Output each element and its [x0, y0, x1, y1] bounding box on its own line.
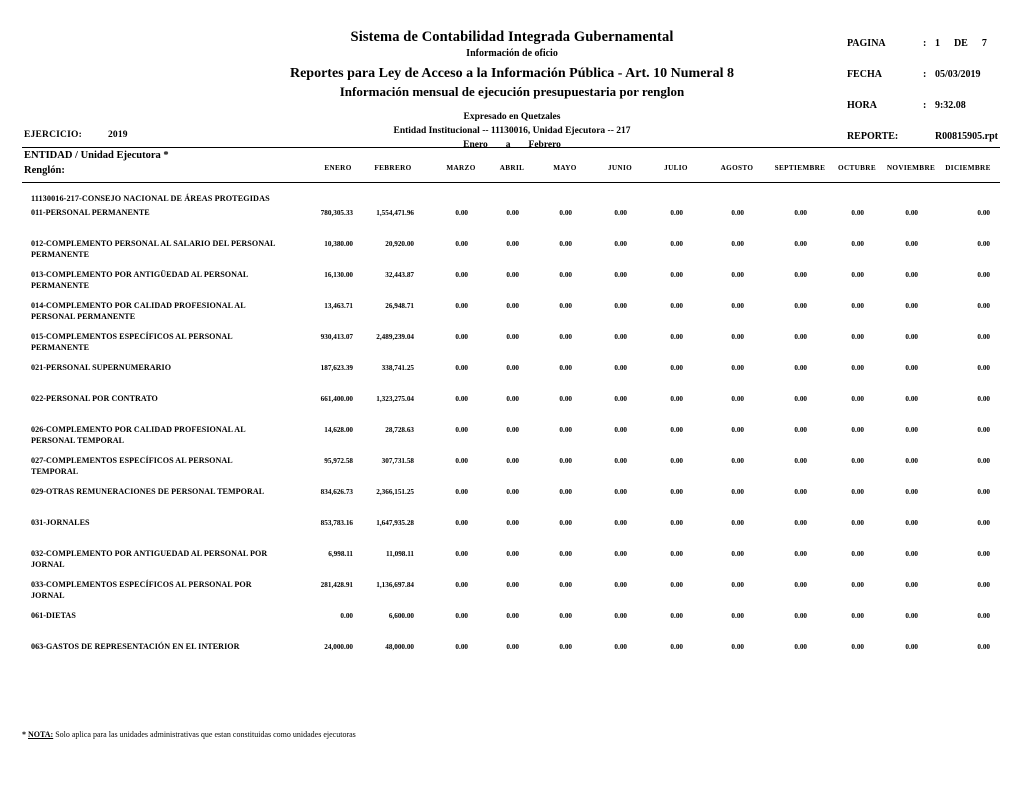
cell-agosto: 0.00 — [731, 550, 744, 558]
cell-julio: 0.00 — [670, 364, 683, 372]
cell-mayo: 0.00 — [559, 643, 572, 651]
cell-enero: 834,626.73 — [320, 488, 353, 496]
row-description: 033-COMPLEMENTOS ESPECÍFICOS AL PERSONAL POR JORNAL — [31, 580, 252, 600]
entity-unit-note: Entidad Institucional -- 11130016, Unidad Ejecutora -- 217 — [393, 126, 631, 137]
table-row — [0, 642, 1024, 673]
cell-junio: 0.00 — [614, 426, 627, 434]
cell-marzo: 0.00 — [455, 395, 468, 403]
cell-mayo: 0.00 — [559, 612, 572, 620]
cell-febrero: 2,366,151.25 — [376, 488, 414, 496]
cell-febrero: 11,098.11 — [386, 550, 414, 558]
cell-abril: 0.00 — [506, 240, 519, 248]
cell-julio: 0.00 — [670, 550, 683, 558]
cell-septiembre: 0.00 — [794, 643, 807, 651]
cell-septiembre: 0.00 — [794, 519, 807, 527]
cell-marzo: 0.00 — [455, 519, 468, 527]
row-description: 031-JORNALES — [31, 518, 90, 527]
cell-noviembre: 0.00 — [905, 426, 918, 434]
entity-column-label: ENTIDAD / Unidad Ejecutora * — [24, 150, 169, 161]
report-title-line2: Información mensual de ejecución presupuestaria por renglon — [339, 84, 685, 100]
cell-junio: 0.00 — [614, 271, 627, 279]
cell-noviembre: 0.00 — [905, 271, 918, 279]
cell-octubre: 0.00 — [851, 612, 864, 620]
cell-julio: 0.00 — [670, 643, 683, 651]
reporte-value: R00815905.rpt — [934, 131, 998, 142]
cell-junio: 0.00 — [614, 643, 627, 651]
row-description: 014-COMPLEMENTO POR CALIDAD PROFESIONAL AL PERSONAL PERMANENTE — [31, 301, 246, 321]
cell-abril: 0.00 — [506, 581, 519, 589]
cell-noviembre: 0.00 — [905, 240, 918, 248]
cell-abril: 0.00 — [506, 302, 519, 310]
cell-julio: 0.00 — [670, 519, 683, 527]
cell-diciembre: 0.00 — [977, 519, 990, 527]
month-header-mayo: MAYO — [553, 164, 577, 172]
header-subtitle-oficio: Información de oficio — [466, 48, 558, 60]
cell-septiembre: 0.00 — [794, 209, 807, 217]
cell-mayo: 0.00 — [559, 302, 572, 310]
period-from: Enero — [463, 140, 488, 151]
cell-diciembre: 0.00 — [977, 581, 990, 589]
meta-row-hora — [847, 98, 998, 129]
cell-diciembre: 0.00 — [977, 643, 990, 651]
cell-febrero: 1,647,935.28 — [376, 519, 414, 527]
cell-febrero: 26,948.71 — [385, 302, 414, 310]
table-row — [0, 611, 1024, 642]
cell-junio: 0.00 — [614, 581, 627, 589]
period-separator: a — [505, 140, 511, 151]
pagina-value: 1 — [934, 38, 940, 49]
pagina-colon: : — [922, 38, 927, 49]
cell-mayo: 0.00 — [559, 581, 572, 589]
cell-julio: 0.00 — [670, 488, 683, 496]
row-description: 013-COMPLEMENTO POR ANTIGÜEDAD AL PERSONAL PERMANENTE — [31, 270, 248, 290]
currency-note: Expresado en Quetzales — [463, 111, 561, 122]
cell-diciembre: 0.00 — [977, 302, 990, 310]
cell-febrero: 1,136,697.84 — [376, 581, 414, 589]
fecha-label: FECHA — [846, 69, 882, 80]
row-description: 032-COMPLEMENTO POR ANTIGUEDAD AL PERSONAL POR JORNAL — [31, 549, 268, 569]
cell-abril: 0.00 — [506, 364, 519, 372]
table-row — [0, 270, 1024, 301]
cell-noviembre: 0.00 — [905, 457, 918, 465]
report-meta — [847, 36, 998, 160]
cell-agosto: 0.00 — [731, 519, 744, 527]
cell-octubre: 0.00 — [851, 395, 864, 403]
cell-febrero: 48,000.00 — [385, 643, 414, 651]
cell-noviembre: 0.00 — [905, 550, 918, 558]
month-header-julio: JULIO — [664, 164, 688, 172]
cell-mayo: 0.00 — [559, 395, 572, 403]
cell-septiembre: 0.00 — [794, 488, 807, 496]
table-row — [0, 549, 1024, 580]
group-title: 11130016-217-CONSEJO NACIONAL DE ÁREAS PROTEGIDAS — [31, 194, 270, 203]
cell-junio: 0.00 — [614, 240, 627, 248]
cell-febrero: 28,728.63 — [385, 426, 414, 434]
cell-abril: 0.00 — [506, 519, 519, 527]
cell-abril: 0.00 — [506, 643, 519, 651]
cell-mayo: 0.00 — [559, 364, 572, 372]
cell-febrero: 307,731.58 — [381, 457, 414, 465]
cell-enero: 780,305.33 — [320, 209, 353, 217]
cell-mayo: 0.00 — [559, 550, 572, 558]
cell-julio: 0.00 — [670, 612, 683, 620]
month-header-abril: ABRIL — [499, 164, 525, 172]
cell-marzo: 0.00 — [455, 209, 468, 217]
hora-value: 9:32.08 — [934, 100, 966, 111]
cell-marzo: 0.00 — [455, 240, 468, 248]
cell-septiembre: 0.00 — [794, 395, 807, 403]
cell-julio: 0.00 — [670, 395, 683, 403]
system-title: Sistema de Contabilidad Integrada Gubernamental — [350, 29, 674, 45]
cell-julio: 0.00 — [670, 271, 683, 279]
row-description: 027-COMPLEMENTOS ESPECÍFICOS AL PERSONAL TEMPORAL — [31, 456, 233, 476]
cell-septiembre: 0.00 — [794, 426, 807, 434]
cell-junio: 0.00 — [614, 488, 627, 496]
cell-febrero: 32,443.87 — [385, 271, 414, 279]
cell-octubre: 0.00 — [851, 550, 864, 558]
row-description: 026-COMPLEMENTO POR CALIDAD PROFESIONAL AL PERSONAL TEMPORAL — [31, 425, 246, 445]
cell-diciembre: 0.00 — [977, 550, 990, 558]
cell-agosto: 0.00 — [731, 240, 744, 248]
cell-noviembre: 0.00 — [905, 643, 918, 651]
renglon-column-label: Renglón: — [24, 165, 65, 176]
cell-agosto: 0.00 — [731, 643, 744, 651]
cell-febrero: 6,600.00 — [388, 612, 414, 620]
cell-marzo: 0.00 — [455, 643, 468, 651]
month-header-noviembre: NOVIEMBRE — [886, 164, 936, 172]
cell-octubre: 0.00 — [851, 271, 864, 279]
header-rule-bottom — [22, 182, 1000, 183]
pagina-de-label: DE — [953, 38, 968, 49]
month-header-octubre: OCTUBRE — [838, 164, 876, 172]
cell-agosto: 0.00 — [731, 271, 744, 279]
cell-septiembre: 0.00 — [794, 302, 807, 310]
cell-octubre: 0.00 — [851, 240, 864, 248]
cell-julio: 0.00 — [670, 240, 683, 248]
ejercicio-label: EJERCICIO: — [24, 130, 82, 140]
cell-julio: 0.00 — [670, 581, 683, 589]
cell-enero: 16,130.00 — [324, 271, 353, 279]
cell-abril: 0.00 — [506, 333, 519, 341]
cell-abril: 0.00 — [506, 395, 519, 403]
cell-noviembre: 0.00 — [905, 581, 918, 589]
cell-noviembre: 0.00 — [905, 209, 918, 217]
row-description: 011-PERSONAL PERMANENTE — [31, 208, 150, 217]
header-rule-top — [22, 147, 1000, 148]
cell-enero: 95,972.58 — [324, 457, 353, 465]
report-title-line1: Reportes para Ley de Acceso a la Información Pública - Art. 10 Numeral 8 — [289, 66, 735, 82]
cell-agosto: 0.00 — [731, 302, 744, 310]
cell-agosto: 0.00 — [731, 457, 744, 465]
cell-diciembre: 0.00 — [977, 457, 990, 465]
cell-diciembre: 0.00 — [977, 271, 990, 279]
table-row — [0, 394, 1024, 425]
cell-julio: 0.00 — [670, 333, 683, 341]
cell-marzo: 0.00 — [455, 333, 468, 341]
cell-agosto: 0.00 — [731, 364, 744, 372]
cell-febrero: 1,554,471.96 — [376, 209, 414, 217]
cell-junio: 0.00 — [614, 519, 627, 527]
cell-diciembre: 0.00 — [977, 240, 990, 248]
cell-octubre: 0.00 — [851, 581, 864, 589]
cell-diciembre: 0.00 — [977, 395, 990, 403]
cell-mayo: 0.00 — [559, 209, 572, 217]
cell-mayo: 0.00 — [559, 488, 572, 496]
cell-diciembre: 0.00 — [977, 488, 990, 496]
footnote-star: * — [22, 730, 26, 739]
cell-agosto: 0.00 — [731, 426, 744, 434]
hora-colon: : — [922, 100, 927, 111]
cell-julio: 0.00 — [670, 426, 683, 434]
cell-abril: 0.00 — [506, 488, 519, 496]
table-row — [0, 301, 1024, 332]
cell-noviembre: 0.00 — [905, 395, 918, 403]
cell-enero: 10,380.00 — [324, 240, 353, 248]
cell-enero: 853,783.16 — [320, 519, 353, 527]
month-header-septiembre: SEPTIEMBRE — [774, 164, 826, 172]
fecha-colon: : — [922, 69, 927, 80]
footnote-text: Solo aplica para las unidades administrativas que estan constituidas como unidades ejecutoras — [55, 730, 356, 739]
reporte-label: REPORTE: — [846, 131, 899, 142]
cell-junio: 0.00 — [614, 209, 627, 217]
cell-febrero: 20,920.00 — [385, 240, 414, 248]
cell-julio: 0.00 — [670, 457, 683, 465]
cell-mayo: 0.00 — [559, 426, 572, 434]
ejercicio-block — [24, 130, 128, 140]
cell-marzo: 0.00 — [455, 302, 468, 310]
cell-abril: 0.00 — [506, 426, 519, 434]
meta-row-fecha — [847, 67, 998, 98]
row-description: 022-PERSONAL POR CONTRATO — [31, 394, 158, 403]
cell-diciembre: 0.00 — [977, 333, 990, 341]
table-row — [0, 363, 1024, 394]
table-row — [0, 580, 1024, 611]
table-row — [0, 487, 1024, 518]
hora-label: HORA — [846, 100, 877, 111]
cell-enero: 0.00 — [340, 612, 353, 620]
cell-noviembre: 0.00 — [905, 302, 918, 310]
row-description: 015-COMPLEMENTOS ESPECÍFICOS AL PERSONAL PERMANENTE — [31, 332, 233, 352]
cell-junio: 0.00 — [614, 612, 627, 620]
cell-abril: 0.00 — [506, 209, 519, 217]
cell-octubre: 0.00 — [851, 519, 864, 527]
cell-agosto: 0.00 — [731, 612, 744, 620]
cell-enero: 187,623.39 — [320, 364, 353, 372]
cell-septiembre: 0.00 — [794, 333, 807, 341]
cell-marzo: 0.00 — [455, 612, 468, 620]
cell-marzo: 0.00 — [455, 488, 468, 496]
row-description: 012-COMPLEMENTO PERSONAL AL SALARIO DEL PERSONAL PERMANENTE — [31, 239, 275, 259]
cell-marzo: 0.00 — [455, 426, 468, 434]
cell-junio: 0.00 — [614, 395, 627, 403]
cell-febrero: 1,323,275.04 — [376, 395, 414, 403]
cell-enero: 661,400.00 — [320, 395, 353, 403]
cell-abril: 0.00 — [506, 550, 519, 558]
cell-diciembre: 0.00 — [977, 209, 990, 217]
cell-agosto: 0.00 — [731, 488, 744, 496]
cell-mayo: 0.00 — [559, 240, 572, 248]
cell-octubre: 0.00 — [851, 643, 864, 651]
cell-mayo: 0.00 — [559, 457, 572, 465]
cell-febrero: 338,741.25 — [381, 364, 414, 372]
fecha-value: 05/03/2019 — [934, 69, 981, 80]
table-row — [0, 425, 1024, 456]
cell-junio: 0.00 — [614, 333, 627, 341]
month-header-diciembre: DICIEMBRE — [945, 164, 991, 172]
cell-diciembre: 0.00 — [977, 612, 990, 620]
cell-septiembre: 0.00 — [794, 581, 807, 589]
cell-enero: 14,628.00 — [324, 426, 353, 434]
cell-marzo: 0.00 — [455, 550, 468, 558]
cell-agosto: 0.00 — [731, 395, 744, 403]
table-body — [0, 208, 1024, 673]
table-row — [0, 518, 1024, 549]
cell-mayo: 0.00 — [559, 519, 572, 527]
cell-enero: 24,000.00 — [324, 643, 353, 651]
cell-septiembre: 0.00 — [794, 271, 807, 279]
cell-julio: 0.00 — [670, 302, 683, 310]
cell-febrero: 2,489,239.04 — [376, 333, 414, 341]
cell-noviembre: 0.00 — [905, 612, 918, 620]
cell-enero: 6,998.11 — [328, 550, 353, 558]
cell-diciembre: 0.00 — [977, 364, 990, 372]
cell-agosto: 0.00 — [731, 581, 744, 589]
month-header-enero: ENERO — [324, 164, 352, 172]
cell-abril: 0.00 — [506, 271, 519, 279]
cell-marzo: 0.00 — [455, 364, 468, 372]
cell-marzo: 0.00 — [455, 271, 468, 279]
table-row — [0, 332, 1024, 363]
cell-noviembre: 0.00 — [905, 488, 918, 496]
month-header-marzo: MARZO — [446, 164, 476, 172]
cell-abril: 0.00 — [506, 612, 519, 620]
meta-row-pagina — [847, 36, 998, 67]
cell-noviembre: 0.00 — [905, 519, 918, 527]
cell-julio: 0.00 — [670, 209, 683, 217]
meta-row-reporte — [847, 129, 998, 160]
cell-octubre: 0.00 — [851, 488, 864, 496]
cell-noviembre: 0.00 — [905, 364, 918, 372]
cell-septiembre: 0.00 — [794, 364, 807, 372]
cell-octubre: 0.00 — [851, 333, 864, 341]
cell-noviembre: 0.00 — [905, 333, 918, 341]
cell-septiembre: 0.00 — [794, 240, 807, 248]
ejercicio-value: 2019 — [107, 130, 128, 140]
cell-enero: 13,463.71 — [324, 302, 353, 310]
cell-mayo: 0.00 — [559, 333, 572, 341]
cell-octubre: 0.00 — [851, 457, 864, 465]
cell-junio: 0.00 — [614, 364, 627, 372]
cell-mayo: 0.00 — [559, 271, 572, 279]
cell-junio: 0.00 — [614, 550, 627, 558]
month-header-agosto: AGOSTO — [720, 164, 754, 172]
row-description: 061-DIETAS — [31, 611, 76, 620]
cell-septiembre: 0.00 — [794, 550, 807, 558]
footnote-nota-label: NOTA: — [28, 730, 54, 739]
pagina-total: 7 — [981, 38, 987, 49]
cell-enero: 930,413.07 — [320, 333, 353, 341]
table-row — [0, 239, 1024, 270]
cell-septiembre: 0.00 — [794, 612, 807, 620]
row-description: 029-OTRAS REMUNERACIONES DE PERSONAL TEMPORAL — [31, 487, 265, 496]
pagina-label: PAGINA — [846, 38, 886, 49]
cell-junio: 0.00 — [614, 457, 627, 465]
month-header-row — [0, 164, 1024, 178]
cell-agosto: 0.00 — [731, 333, 744, 341]
month-header-febrero: FEBRERO — [374, 164, 412, 172]
cell-agosto: 0.00 — [731, 209, 744, 217]
cell-abril: 0.00 — [506, 457, 519, 465]
cell-diciembre: 0.00 — [977, 426, 990, 434]
cell-octubre: 0.00 — [851, 209, 864, 217]
cell-octubre: 0.00 — [851, 426, 864, 434]
cell-octubre: 0.00 — [851, 364, 864, 372]
period-to: Febrero — [528, 140, 561, 151]
cell-marzo: 0.00 — [455, 457, 468, 465]
cell-enero: 281,428.91 — [320, 581, 353, 589]
cell-marzo: 0.00 — [455, 581, 468, 589]
row-description: 021-PERSONAL SUPERNUMERARIO — [31, 363, 172, 372]
table-row — [0, 456, 1024, 487]
cell-septiembre: 0.00 — [794, 457, 807, 465]
footnote — [22, 730, 356, 739]
month-header-junio: JUNIO — [607, 164, 633, 172]
cell-octubre: 0.00 — [851, 302, 864, 310]
row-description: 063-GASTOS DE REPRESENTACIÓN EN EL INTERIOR — [31, 642, 240, 651]
table-row — [0, 208, 1024, 239]
cell-junio: 0.00 — [614, 302, 627, 310]
